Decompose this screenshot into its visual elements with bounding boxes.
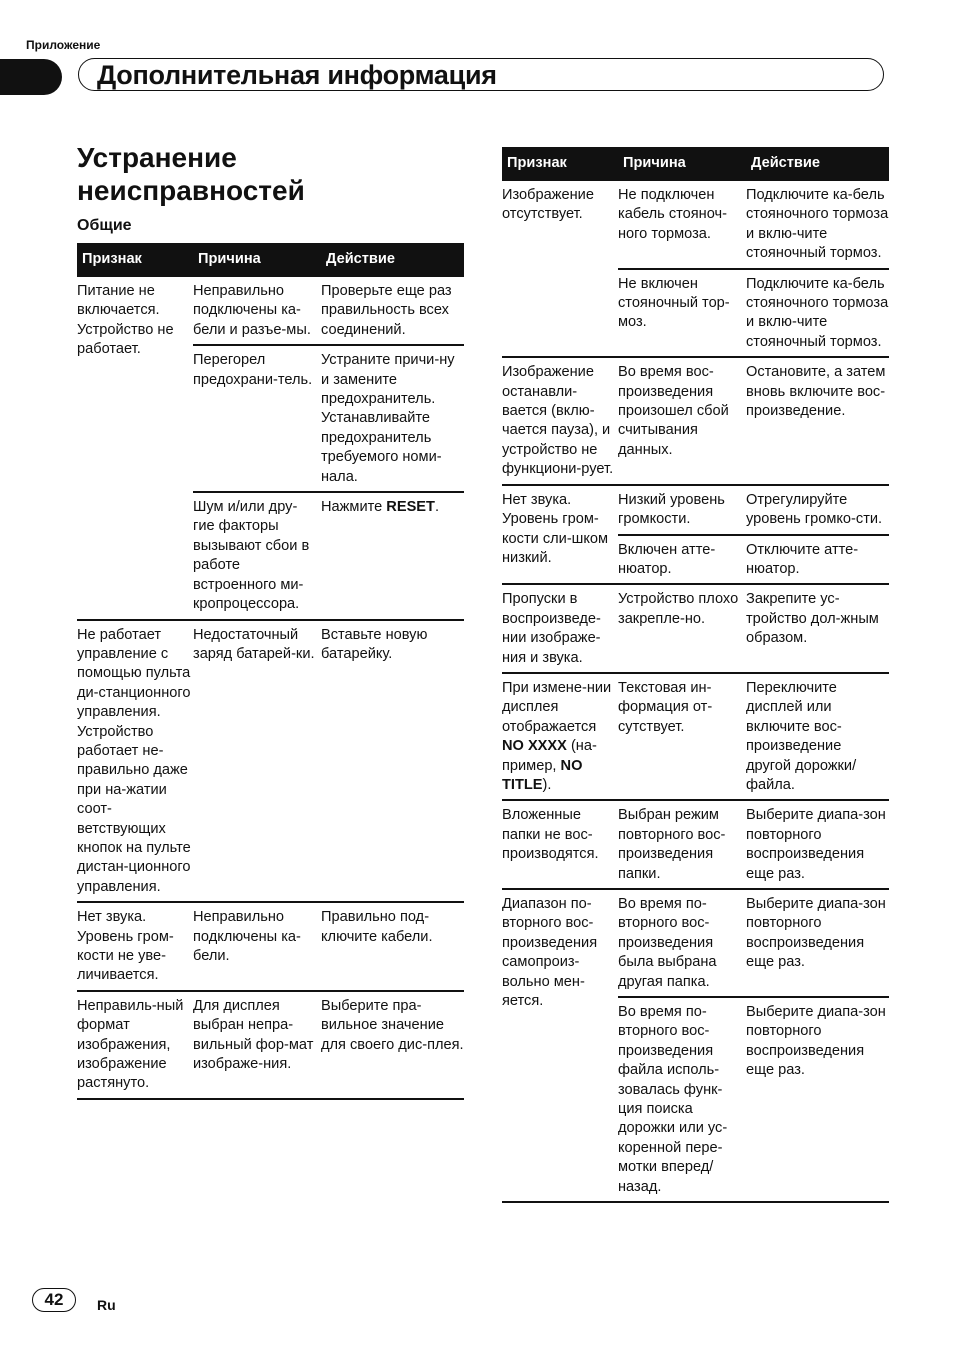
chapter-title-bar — [78, 58, 884, 91]
cause-cell: Выбран режим повторного вос-произведения папки. — [618, 800, 746, 889]
symptom-cell: Диапазон по-вторного вос-произведения самопроиз-вольно мен-яется. — [502, 889, 618, 1202]
cause-cell: Для дисплея выбран непра-вильный фор-мат изображе-ния. — [193, 991, 321, 1099]
symptom-text: При измене-нии дисплея отображается — [502, 679, 612, 735]
cause-cell: Неправильно подключены ка-бели. — [193, 902, 321, 991]
table-row — [77, 277, 464, 345]
cause-cell: Не включен стояночный тор-моз. — [618, 269, 746, 358]
cause-cell: Включен атте-нюатор. — [618, 535, 746, 585]
symptom-text: ). — [542, 776, 552, 793]
cause-cell: Во время по-вторного вос-произведения файла исполь-зовалась функ-ция поиска дорожки или ус-коренной пере-мотки вперед/ назад. — [618, 997, 746, 1202]
language-code: Ru — [97, 1297, 116, 1313]
troubleshooting-table-left — [77, 243, 464, 1100]
action-cell: Выберите пра-вильное значение для своего дис-плея. — [321, 991, 464, 1099]
symptom-cell: Изображение отсутствует. — [502, 181, 618, 357]
reset-label: RESET — [386, 499, 435, 516]
action-cell: Правильно под-ключите кабели. — [321, 902, 464, 991]
action-cell: Проверьте еще раз правильность всех соединений. — [321, 277, 464, 345]
column-header-cause: Причина — [193, 243, 321, 277]
column-header-symptom: Признак — [502, 147, 618, 181]
table-row — [502, 889, 889, 997]
page-title: Устранение неисправностей — [77, 142, 305, 206]
table-row — [77, 620, 464, 903]
cause-cell: Низкий уровень громкости. — [618, 485, 746, 535]
action-cell: Устраните причи-ну и замените предохранитель. Устанавливайте предохранитель требуемого номи-нала. — [321, 345, 464, 492]
table-header-row — [77, 243, 464, 277]
symptom-cell: Изображение останавли-вается (вклю-чается пауза), и устройство не функциони-рует. — [502, 357, 618, 484]
action-cell: Выберите диапа-зон повторного воспроизведения еще раз. — [746, 800, 889, 889]
table-row — [502, 584, 889, 673]
action-cell: Выберите диапа-зон повторного воспроизведения еще раз. — [746, 997, 889, 1202]
page-number: 42 — [32, 1288, 76, 1312]
cause-cell: Недостаточный заряд батарей-ки. — [193, 620, 321, 903]
table-row — [502, 181, 889, 269]
column-header-action: Действие — [746, 147, 889, 181]
symptom-cell: Пропуски в воспроизведе-нии изображе-ния и звука. — [502, 584, 618, 673]
table-row — [502, 800, 889, 889]
symptom-cell: Нет звука. Уровень гром-кости сли-шком низкий. — [502, 485, 618, 585]
symptom-text: (на-пример, — [502, 738, 597, 774]
action-cell — [321, 492, 464, 619]
symptom-cell: Нет звука. Уровень гром-кости не уве-личивается. — [77, 902, 193, 991]
action-text: . — [434, 499, 440, 516]
symptom-cell: Не работает управление с помощью пульта ди-станционного управления. Устройство работает не-правильно даже при на-жатии соот-ветствующих кнопок на пульте дистан-ционного управления. — [77, 620, 193, 903]
chapter-title: Дополнительная информация — [97, 60, 497, 90]
action-cell: Остановите, а затем вновь включите вос-произведение. — [746, 357, 889, 484]
troubleshooting-table-right — [502, 147, 889, 1203]
column-header-cause: Причина — [618, 147, 746, 181]
action-cell: Отключите атте-нюатор. — [746, 535, 889, 585]
action-cell: Выберите диапа-зон повторного воспроизведения еще раз. — [746, 889, 889, 997]
column-header-symptom: Признак — [77, 243, 193, 277]
symptom-cell: Неправиль-ный формат изображения, изображение растянуто. — [77, 991, 193, 1099]
no-title-label: NO TITLE — [502, 757, 583, 793]
cause-cell: Текстовая ин-формация от-сутствует. — [618, 673, 746, 800]
table-row — [502, 673, 889, 800]
section-label: Приложение — [26, 38, 101, 52]
action-cell: Вставьте новую батарейку. — [321, 620, 464, 903]
cause-cell: Неправильно подключены ка-бели и разъе-мы. — [193, 277, 321, 345]
column-header-action: Действие — [321, 243, 464, 277]
action-cell: Переключите дисплей или включите вос-произведение другой дорожки/ файла. — [746, 673, 889, 800]
action-cell: Подключите ка-бель стояночного тормоза и вклю-чите стояночный тормоз. — [746, 181, 889, 269]
no-xxxx-label: NO XXXX — [502, 738, 567, 755]
cause-cell: Во время по-вторного вос-произведения была выбрана другая папка. — [618, 889, 746, 997]
cause-cell: Устройство плохо закрепле-но. — [618, 584, 746, 673]
symptom-cell — [502, 673, 618, 800]
action-cell: Подключите ка-бель стояночного тормоза и вклю-чите стояночный тормоз. — [746, 269, 889, 358]
table-row — [502, 357, 889, 484]
cause-cell: Перегорел предохрани-тель. — [193, 345, 321, 492]
cause-cell: Шум и/или дру-гие факторы вызывают сбои в работе встроенного ми-кропроцессора. — [193, 492, 321, 619]
action-cell: Закрепите ус-тройство дол-жным образом. — [746, 584, 889, 673]
action-text: Нажмите — [321, 499, 387, 516]
cause-cell: Не подключен кабель стояноч-ного тормоза. — [618, 181, 746, 269]
table-row — [77, 991, 464, 1099]
cause-cell: Во время вос-произведения произошел сбой считывания данных. — [618, 357, 746, 484]
action-cell: Отрегулируйте уровень громко-сти. — [746, 485, 889, 535]
section-tab-marker — [0, 59, 62, 95]
table-header-row — [502, 147, 889, 181]
symptom-cell: Питание не включается. Устройство не работает. — [77, 277, 193, 620]
table-row — [502, 485, 889, 535]
symptom-cell: Вложенные папки не вос-производятся. — [502, 800, 618, 889]
subheading-general: Общие — [77, 217, 132, 234]
table-row — [77, 902, 464, 991]
